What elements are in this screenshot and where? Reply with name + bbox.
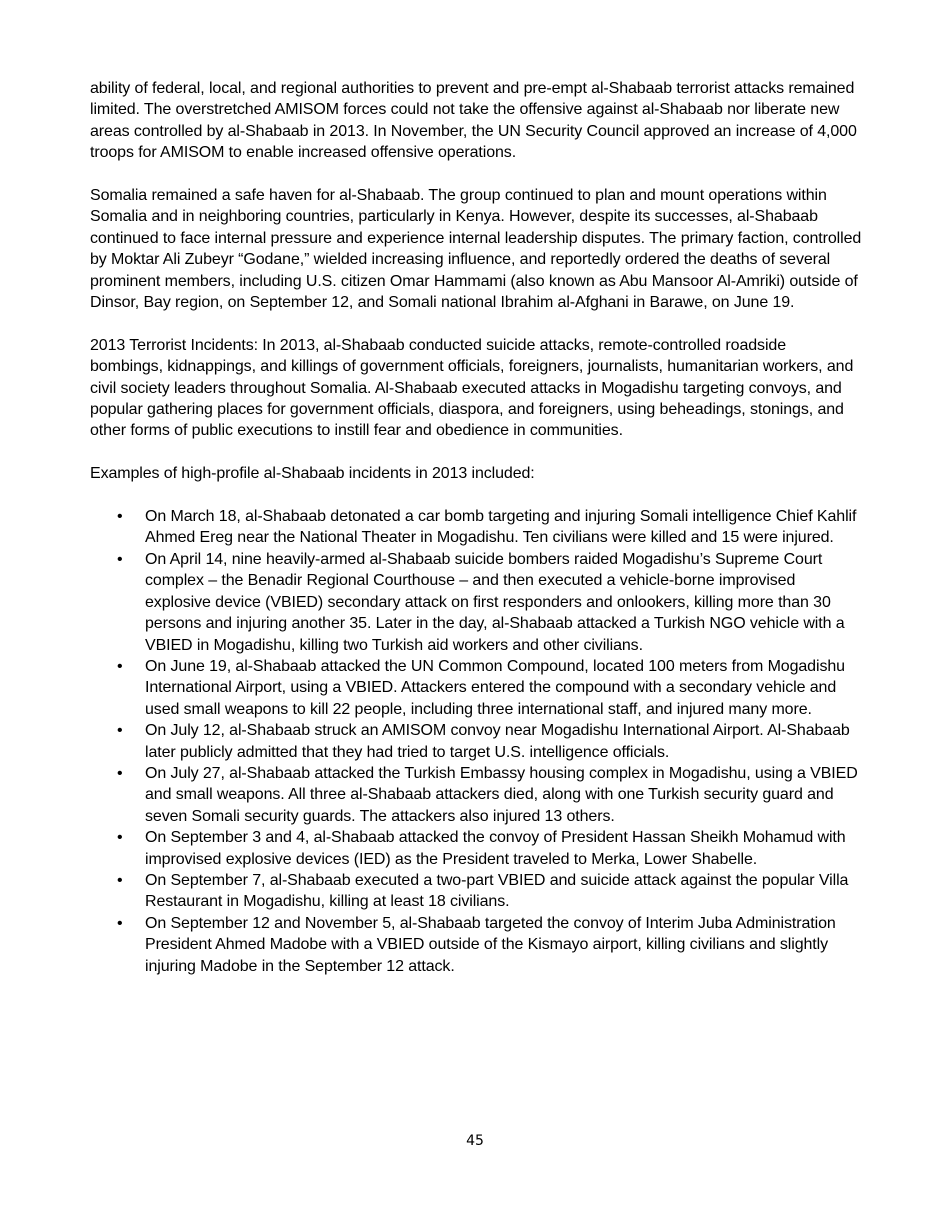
paragraph-amisom-limits: ability of federal, local, and regional authorities to prevent and pre-empt al-Shabaab terrorist attacks remained limited. The overstretched AMISOM forces could not take the offensive against al-Shabaab nor liberate new areas controlled by al-Shabaab in 2013. In November, the UN Security Council approved an increase of 4,000 troops for AMISOM to enable increased offensive operations. [90, 80, 857, 162]
page-number: 45 [466, 1133, 484, 1149]
bullet-icon: • [117, 829, 123, 847]
incident-text: On April 14, nine heavily-armed al-Shabaab suicide bombers raided Mogadishu’s Supreme Court complex – the Benadir Regional Courthouse – and then executed a vehicle-borne improvised explosive device (VBIED) secondary attack on first responders and onlookers, killing more than 30 persons and injuring another 35. Later in the day, al-Shabaab attacked a Turkish NGO vehicle with a VBIED in Mogadishu, killing two Turkish aid workers and other civilians. [145, 550, 845, 654]
incident-text: On June 19, al-Shabaab attacked the UN Common Compound, located 100 meters from Mogadishu International Airport, using a VBIED. Attackers entered the compound with a secondary vehicle and used small weapons to kill 22 people, including three international staff, and injured many more. [145, 657, 845, 718]
bullet-icon: • [117, 550, 123, 568]
paragraph-safe-haven: Somalia remained a safe haven for al-Shabaab. The group continued to plan and mount operations within Somalia and in neighboring countries, particularly in Kenya. However, despite its successes, al-Shabaab continued to face internal pressure and experience internal leadership disputes. The primary faction, controlled by Moktar Ali Zubeyr “Godane,” wielded increasing influence, and reportedly ordered the deaths of several prominent members, including U.S. citizen Omar Hammami (also known as Abu Mansoor Al-Amriki) outside of Dinsor, Bay region, on September 12, and Somali national Ibrahim al-Afghani in Barawe, on June 19. [90, 187, 862, 312]
list-item [117, 870, 862, 913]
list-item [117, 763, 862, 827]
incident-text: On September 3 and 4, al-Shabaab attacked the convoy of President Hassan Sheikh Mohamud with improvised explosive devices (IED) as the President traveled to Merka, Lower Shabelle. [145, 829, 846, 868]
bullet-icon: • [117, 914, 123, 932]
incident-text: On July 27, al-Shabaab attacked the Turkish Embassy housing complex in Mogadishu, using a VBIED and small weapons. All three al-Shabaab attackers died, along with one Turkish security guard and seven Somali security guards. The attackers also injured 13 others. [145, 764, 858, 825]
list-item [117, 656, 862, 720]
list-item [117, 506, 862, 549]
bullet-icon: • [117, 657, 123, 675]
document-page [90, 78, 862, 977]
list-item [117, 720, 862, 763]
list-item [117, 549, 862, 656]
bullet-icon: • [117, 508, 123, 526]
list-item [117, 827, 862, 870]
incident-text: On September 12 and November 5, al-Shabaab targeted the convoy of Interim Juba Administration President Ahmed Madobe with a VBIED outside of the Kismayo airport, killing civilians and slightly injuring Madobe in the September 12 attack. [145, 914, 836, 975]
paragraph-2013-incidents: 2013 Terrorist Incidents: In 2013, al-Shabaab conducted suicide attacks, remote-controlled roadside bombings, kidnappings, and killings of government officials, foreigners, journalists, humanitarian workers, and civil society leaders throughout Somalia. Al-Shabaab executed attacks in Mogadishu targeting convoys, and popular gathering places for government officials, diaspora, and foreigners, using beheadings, stonings, and other forms of public executions to instill fear and obedience in communities. [90, 336, 854, 440]
bullet-icon: • [117, 764, 123, 782]
bullet-icon: • [117, 871, 123, 889]
incident-list [90, 506, 862, 977]
incident-text: On September 7, al-Shabaab executed a two-part VBIED and suicide attack against the popular Villa Restaurant in Mogadishu, killing at least 18 civilians. [145, 871, 849, 911]
incident-text: On March 18, al-Shabaab detonated a car bomb targeting and injuring Somali intelligence Chief Kahlif Ahmed Ereg near the National Theater in Mogadishu. Ten civilians were killed and 15 were injured. [145, 508, 857, 547]
incident-text: On July 12, al-Shabaab struck an AMISOM convoy near Mogadishu International Airport. Al-Shabaab later publicly admitted that they had tried to target U.S. intelligence officials. [145, 722, 850, 761]
bullet-icon: • [117, 722, 123, 740]
paragraph-examples-intro: Examples of high-profile al-Shabaab incidents in 2013 included: [90, 465, 535, 483]
list-item [117, 913, 862, 977]
